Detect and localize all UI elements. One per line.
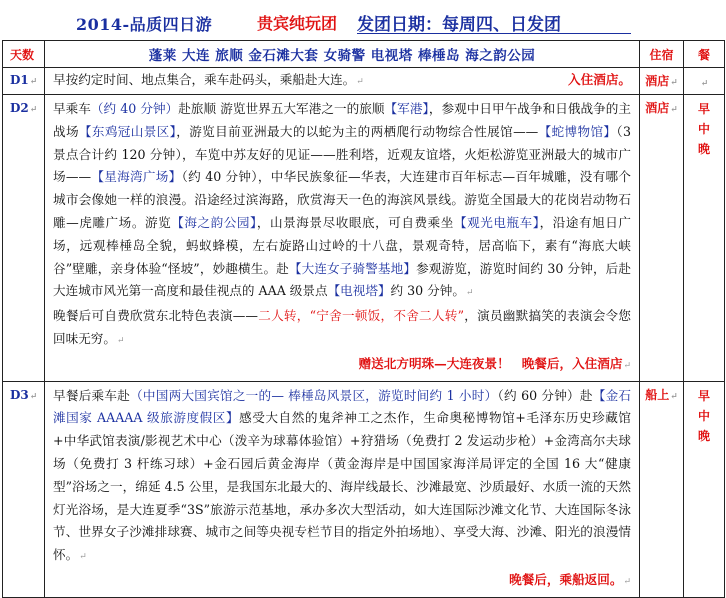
itinerary-text-d2 — [45, 95, 640, 382]
day-cell-d3: D3↵ — [3, 381, 45, 597]
d2-paragraph-1: 早乘车（约 40 分钟）赴旅顺 游览世界五大军港之一的旅顺【军港】，参观中日甲午战争和日俄战争的主战场【东鸡冠山景区】，游览目前亚洲最大的以蛇为主的两栖爬行动物综合性展馆——【蛇博物馆】（3 景点合计约 120 分钟），车览中苏友好的见证——胜利塔，近观友谊塔，火炬松游览亚洲最大的城市广场——【星海湾广场】（约 40 分钟），中华民族象征—华表，大连建市百年标志—百年城雕，没有哪个城市会像她一样的浪漫。沿途经过滨海路，欣赏海天一色的海滨风景线。游览全国最大的花岗岩动物石雕—虎雕广场。游览【海之韵公园】，山景海景尽收眼底，可自费乘坐【观光电瓶车】，沿途有旭日广场，远观棒棰岛全貌，蚂蚁蜂模，左右旋路山过岭的十八盘，景观奇特，居高临下，素有“海底大峡谷”壁雕，亲身体验“怪坡”，妙趣横生。赴【大连女子骑警基地】参观游览，游览时间约 30 分钟，后赴大连城市风光第一高度和最佳视点的 AAA 级景点【电视塔】约 30 分钟。↵ — [53, 101, 632, 299]
stay-cell-d2: 酒店↵ — [640, 95, 684, 382]
header-day: 天数 — [3, 41, 45, 68]
departure-info: 发团日期：每周四、日发团 — [357, 15, 561, 35]
d2-paragraph-2: 晚餐后可自费欣赏东北特色表演——二人转，“宁舍一顿饭，不舍二人转”，演员幽默搞笑的表演会令您回味无穷。↵ — [53, 308, 631, 346]
day-cell-d2: D2↵ — [3, 95, 45, 382]
page-title: 2014-品质四日游 — [76, 15, 213, 34]
meal-cell-d3: 早 中 晚 — [684, 381, 725, 597]
stay-cell-d3: 船上↵ — [640, 381, 684, 597]
header — [0, 6, 726, 40]
d2-paragraph-3: 赠送北方明珠—大连夜景！ 晚餐后，入住酒店↵ — [358, 355, 631, 371]
stay-cell-d1: 酒店↵ — [640, 68, 684, 95]
departure-underline — [357, 33, 631, 34]
itinerary-text-d3 — [45, 381, 640, 597]
page-subtitle: 贵宾纯玩团 — [257, 14, 338, 33]
d3-paragraph-2: 晚餐后，乘船返回。↵ — [509, 571, 631, 587]
header-route: 蓬莱 大连 旅顺 金石滩大套 女骑警 电视塔 棒棰岛 海之韵公园 — [45, 41, 640, 68]
table-row-d1 — [3, 68, 725, 95]
table-header-row — [3, 41, 725, 68]
table-row-d3 — [3, 381, 725, 597]
day-cell-d1: D1↵ — [3, 68, 45, 95]
d3-paragraph-1: 早餐后乘车赴（中国两大国宾馆之一的— 棒棰岛风景区，游览时间约 1 小时）（约 60 分钟）赴【金石滩国家 AAAAA 级旅游度假区】感受大自然的鬼斧神工之杰作，生命奥秘博物馆+毛泽东历史珍藏馆+中华武馆表演/影视艺术中心（泼辛为球幕体验馆）+狩猎场（免费打 2 发运动步枪）+金湾高尔夫球场（免费打 3 杆练习球）+金石园后黄金海岸（黄金海岸是中国国家海洋局评定的全国 16 大“健康型”浴场之一，绵延 4.5 公里，是我国东北最大的、海岸线最长、沙滩最宽、沙质最好、水质一流的天然灯光浴场，是大连夏季“3S”旅游示范基地，承办多次大型活动，如大连国际沙滩文化节、大连国际冬泳节、世界女子沙滩排球赛、城市之间等央视专栏节目的指定外拍场地）、享受大海、沙滩、阳光的浪漫情怀。↵ — [53, 387, 632, 563]
header-meal: 餐 — [684, 41, 725, 68]
table-row-d2 — [3, 95, 725, 382]
meal-cell-d2: 早 中 晚 — [684, 95, 725, 382]
itinerary-table — [2, 40, 725, 598]
header-stay: 住宿 — [640, 41, 684, 68]
itinerary-text-d1: 早按约定时间、地点集合，乘车赴码头，乘船赴大连。↵ 入住酒店。 — [45, 68, 640, 95]
meal-cell-d1: ↵ — [684, 68, 725, 95]
